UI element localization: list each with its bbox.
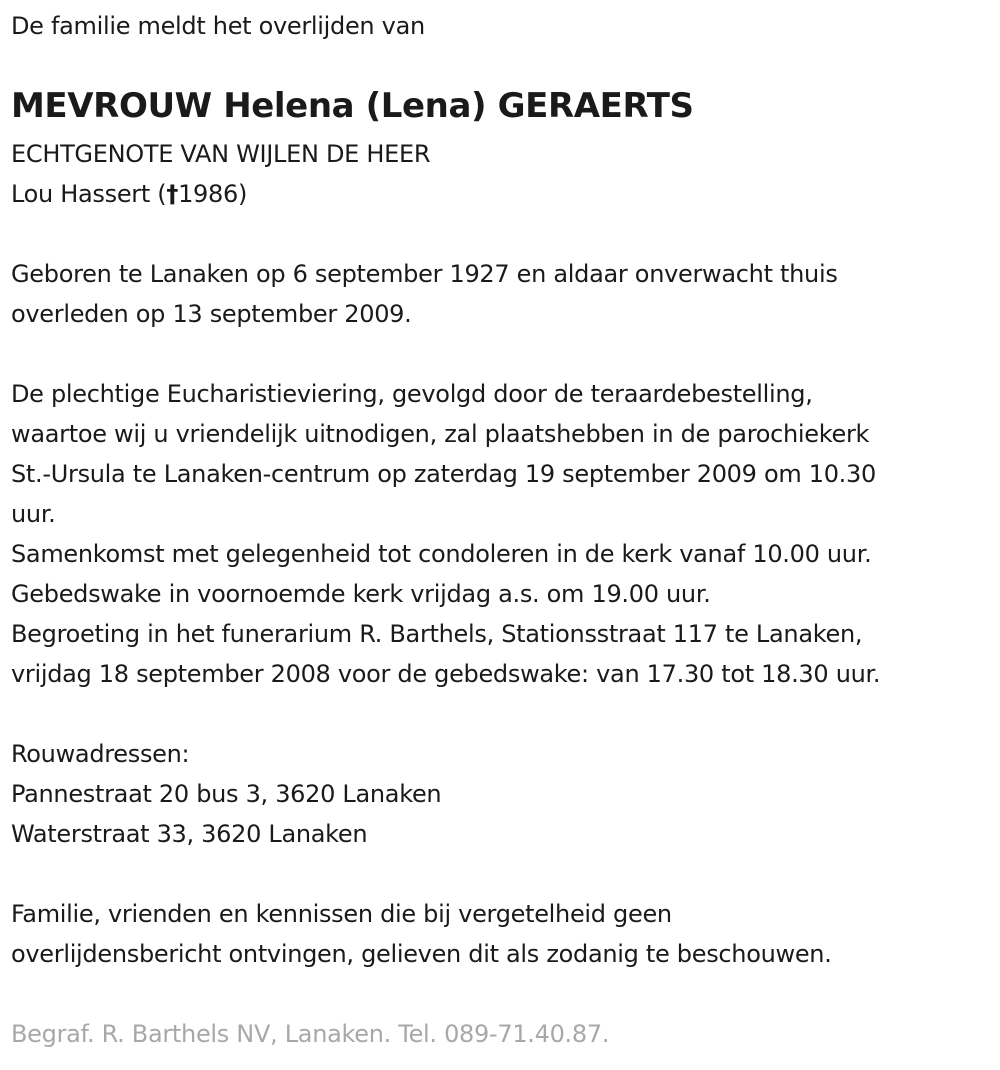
cross-icon: †	[166, 180, 179, 208]
funeral-home-footer: Begraf. R. Barthels NV, Lanaken. Tel. 089-71.40.87.	[11, 1020, 610, 1048]
address-line: Pannestraat 20 bus 3, 3620 Lanaken	[11, 780, 442, 808]
paragraph-line: Gebedswake in voornoemde kerk vrijdag a.s. om 19.00 uur.	[11, 580, 711, 608]
address-line: Waterstraat 33, 3620 Lanaken	[11, 820, 368, 848]
spouse-block	[11, 134, 430, 214]
paragraph-line: overleden op 13 september 2009.	[11, 300, 412, 328]
paragraph-line: Geboren te Lanaken op 6 september 1927 en aldaar onverwacht thuis	[11, 260, 838, 288]
spouse-relation: ECHTGENOTE VAN WIJLEN DE HEER	[11, 140, 431, 168]
spouse-name-suffix: 1986)	[178, 180, 248, 208]
spouse-name-prefix: Lou Hassert (	[11, 180, 167, 208]
paragraph-line: overlijdensbericht ontvingen, gelieven dit als zodanig te beschouwen.	[11, 940, 832, 968]
paragraph-line: Samenkomst met gelegenheid tot condoleren in de kerk vanaf 10.00 uur.	[11, 540, 872, 568]
intro-text: De familie meldt het overlijden van	[11, 12, 425, 40]
birth-death-paragraph	[11, 254, 838, 334]
paragraph-line: Begroeting in het funerarium R. Barthels, Stationsstraat 117 te Lanaken,	[11, 620, 863, 648]
closing-paragraph	[11, 894, 832, 974]
paragraph-line: Familie, vrienden en kennissen die bij vergetelheid geen	[11, 900, 672, 928]
paragraph-line: St.-Ursula te Lanaken-centrum op zaterdag 19 september 2009 om 10.30	[11, 460, 876, 488]
paragraph-line: waartoe wij u vriendelijk uitnodigen, zal plaatshebben in de parochiekerk	[11, 420, 870, 448]
ceremony-paragraph	[11, 374, 880, 694]
mourning-addresses	[11, 734, 441, 854]
deceased-name: MEVROUW Helena (Lena) GERAERTS	[11, 86, 694, 126]
paragraph-line: De plechtige Eucharistieviering, gevolgd door de teraardebestelling,	[11, 380, 813, 408]
paragraph-line: uur.	[11, 500, 56, 528]
paragraph-line: vrijdag 18 september 2008 voor de gebedswake: van 17.30 tot 18.30 uur.	[11, 660, 881, 688]
addresses-heading: Rouwadressen:	[11, 740, 190, 768]
spouse-name-line	[11, 174, 430, 214]
